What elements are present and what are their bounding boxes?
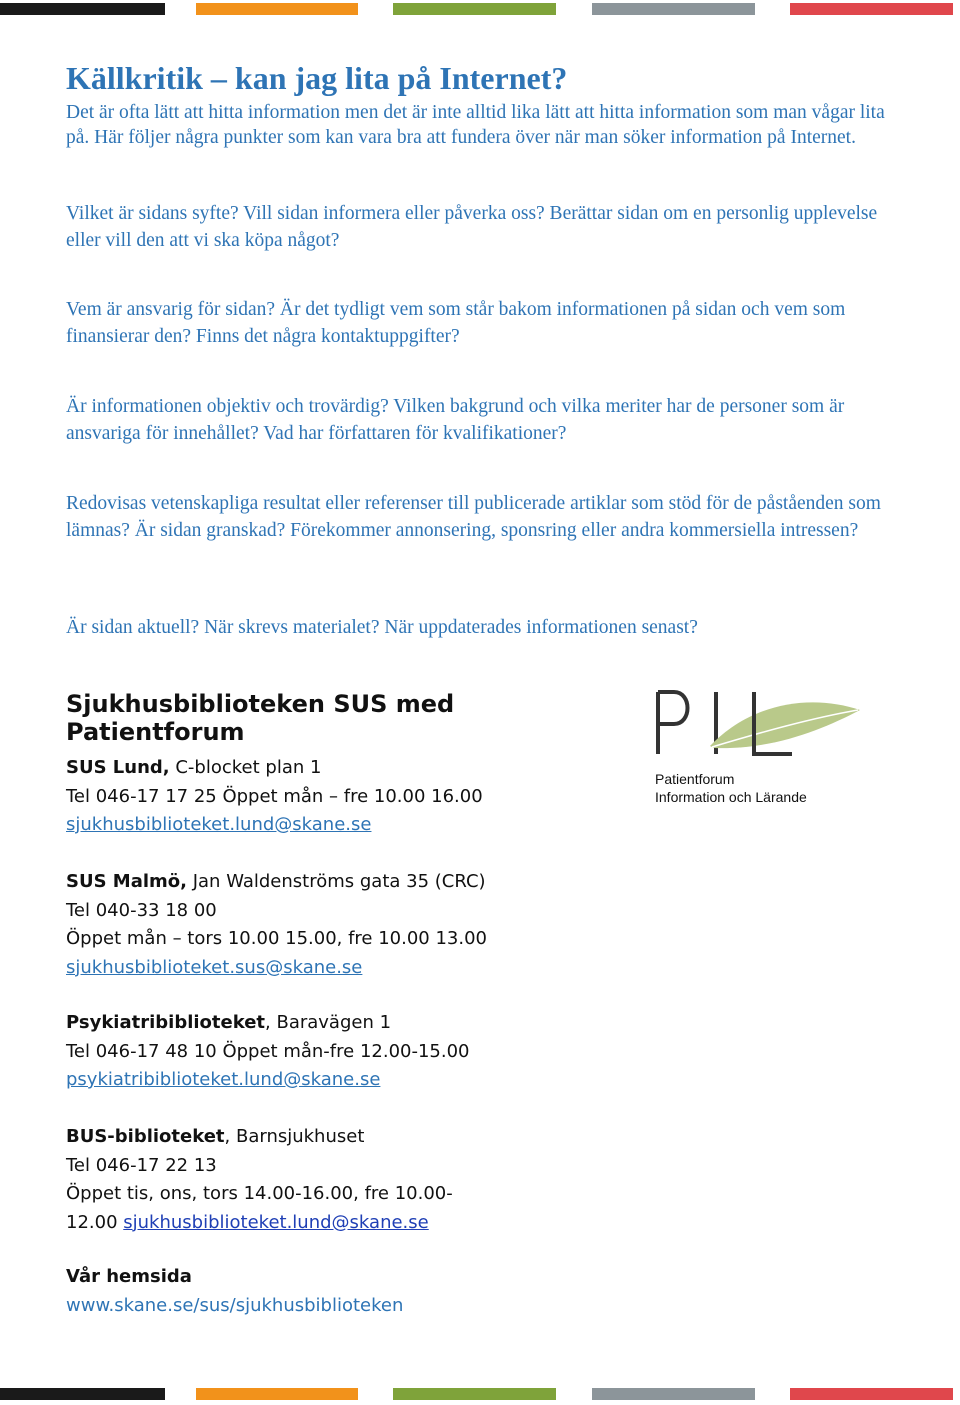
logo-caption-line1: Patientforum bbox=[655, 771, 735, 787]
homepage-section bbox=[66, 1263, 626, 1320]
location-psykiatri-address: , Baravägen 1 bbox=[265, 1012, 392, 1033]
question-paragraph-responsible: Vem är ansvarig för sidan? Är det tydligt vem som står bakom informationen på sidan och vem som finansierar den? Finns det några kontaktuppgifter? bbox=[66, 299, 846, 347]
color-bar-orange bbox=[196, 3, 358, 15]
location-lund-name: SUS Lund, bbox=[66, 757, 170, 778]
question-paragraph-objective: Är informationen objektiv och trovärdig? Vilken bakgrund och vilka meriter har de personer som är ansvariga för innehållet? Vad har författaren för kvalifikationer? bbox=[66, 396, 845, 444]
location-malmo-name-line bbox=[66, 868, 626, 897]
color-bar-orange bbox=[196, 1388, 358, 1400]
color-bar-red bbox=[790, 3, 953, 15]
location-bus-name-line bbox=[66, 1123, 626, 1152]
location-lund-email-link[interactable]: sjukhusbiblioteket.lund@skane.se bbox=[66, 814, 372, 835]
location-bus-phone: Tel 046-17 22 13 bbox=[66, 1154, 217, 1176]
bottom-color-bars bbox=[0, 1388, 960, 1400]
location-psykiatri-name: Psykiatribiblioteket bbox=[66, 1012, 266, 1033]
libraries-heading: Sjukhusbiblioteken SUS med Patientforum bbox=[66, 690, 455, 746]
location-psykiatri-email-link[interactable]: psykiatribiblioteket.lund@skane.se bbox=[66, 1069, 381, 1090]
location-psykiatri-phone-hours: Tel 046-17 48 10 Öppet mån-fre 12.00-15.00 bbox=[66, 1040, 470, 1062]
location-psykiatri bbox=[66, 1009, 626, 1095]
page-title: Källkritik – kan jag lita på Internet? bbox=[66, 60, 568, 96]
logo-caption-line2: Information och Lärande bbox=[655, 789, 807, 805]
pil-logo-caption bbox=[655, 770, 807, 806]
homepage-link[interactable]: www.skane.se/sus/sjukhusbiblioteken bbox=[66, 1294, 404, 1316]
color-bar-green bbox=[393, 1388, 556, 1400]
location-psykiatri-name-line bbox=[66, 1009, 626, 1038]
location-bus bbox=[66, 1123, 626, 1237]
location-lund-phone-hours: Tel 046-17 17 25 Öppet mån – fre 10.00 16.00 bbox=[66, 785, 483, 807]
question-paragraph-current: Är sidan aktuell? När skrevs materialet? När uppdaterades informationen senast? bbox=[66, 617, 698, 638]
location-bus-address: , Barnsjukhuset bbox=[224, 1126, 365, 1147]
location-lund-name-line bbox=[66, 754, 626, 783]
color-bar-black bbox=[0, 3, 165, 15]
location-malmo-email-link[interactable]: sjukhusbiblioteket.sus@skane.se bbox=[66, 956, 363, 978]
location-malmo-hours: Öppet mån – tors 10.00 15.00, fre 10.00 13.00 bbox=[66, 928, 488, 949]
question-paragraph-purpose: Vilket är sidans syfte? Vill sidan informera eller påverka oss? Berättar sidan om en personlig upplevelse eller vill den att vi ska köpa något? bbox=[66, 203, 878, 251]
homepage-label: Vår hemsida bbox=[66, 1266, 192, 1287]
color-bar-red bbox=[790, 1388, 953, 1400]
location-malmo-name: SUS Malmö, bbox=[66, 871, 187, 892]
question-paragraph-references: Redovisas vetenskapliga resultat eller referenser till publicerade artiklar som stöd för de påståenden som lämnas? Är sidan granskad? Förekommer annonsering, sponsring eller andra kommersiella intressen? bbox=[66, 493, 881, 541]
location-malmo-phone: Tel 040-33 18 00 bbox=[66, 899, 217, 921]
location-bus-name: BUS-biblioteket bbox=[66, 1126, 225, 1147]
intro-paragraph: Det är ofta lätt att hitta information men det är inte alltid lika lätt att hitta information som man vågar lita på. Här följer några punkter som kan vara bra att fundera över när man söker information på Internet. bbox=[66, 102, 885, 148]
logo-letter-p bbox=[658, 692, 688, 754]
color-bar-green bbox=[393, 3, 556, 15]
color-bar-gray bbox=[592, 1388, 755, 1400]
location-lund-address: C-blocket plan 1 bbox=[169, 757, 322, 778]
location-bus-hours-line2: 12.00 bbox=[66, 1211, 124, 1233]
color-bar-black bbox=[0, 1388, 165, 1400]
location-bus-email-link[interactable]: sjukhusbiblioteket.lund@skane.se bbox=[123, 1211, 429, 1233]
location-lund bbox=[66, 754, 626, 840]
location-bus-hours-line1: Öppet tis, ons, tors 14.00-16.00, fre 10.00- bbox=[66, 1183, 453, 1204]
article bbox=[66, 58, 886, 638]
color-bar-gray bbox=[592, 3, 755, 15]
location-malmo-address: Jan Waldenströms gata 35 (CRC) bbox=[187, 871, 486, 892]
location-malmo bbox=[66, 868, 626, 982]
pil-logo-graphic bbox=[652, 688, 867, 768]
top-color-bars bbox=[0, 3, 960, 15]
